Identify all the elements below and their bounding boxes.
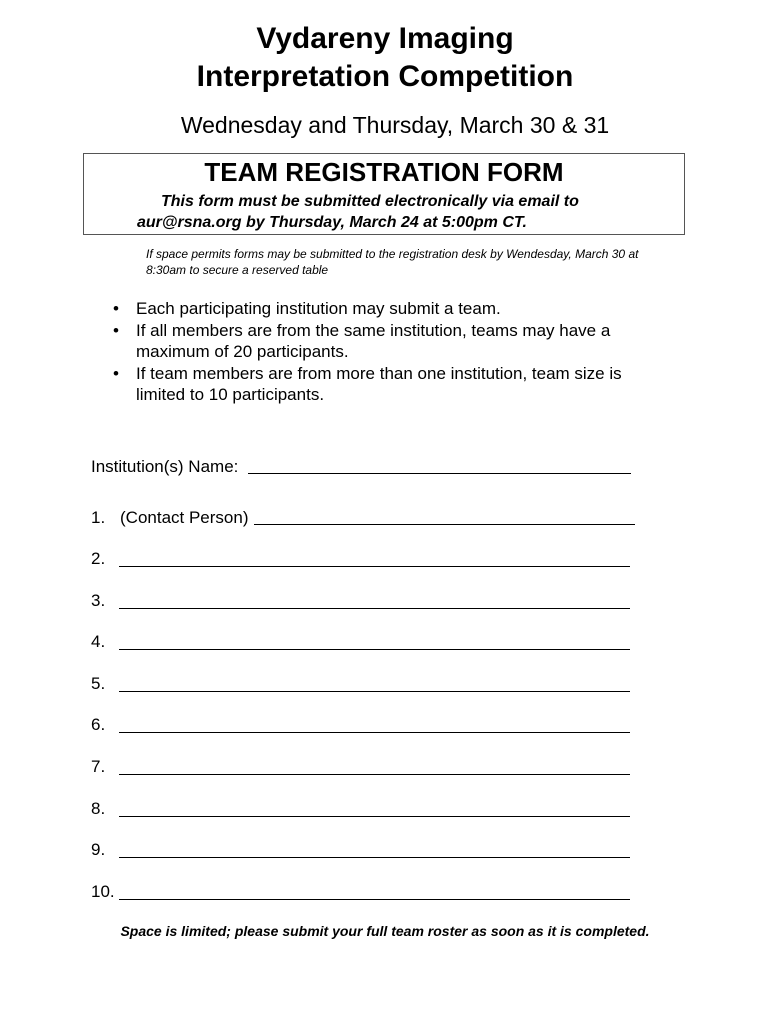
form-heading: TEAM REGISTRATION FORM — [204, 157, 564, 187]
participant-field[interactable] — [119, 608, 630, 609]
submission-instruction-line-1: This form must be submitted electronically via email to — [161, 193, 579, 210]
registration-desk-note: If space permits forms may be submitted to the registration desk by Wendesday, March 30 at 8:30am to secure a reserved table — [146, 247, 639, 277]
contact-person-label: (Contact Person) — [120, 508, 249, 527]
row-number: 3. — [91, 591, 106, 610]
row-number: 9. — [91, 840, 106, 859]
row-number: 2. — [91, 549, 106, 568]
rule-text: If all members are from the same institution, teams may have a maximum of 20 participants. — [136, 320, 611, 361]
registration-box — [83, 153, 685, 235]
row-number: 4. — [91, 632, 106, 651]
footer-note: Space is limited; please submit your full team roster as soon as it is completed. — [120, 923, 650, 939]
rule-text: If team members are from more than one institution, team size is limited to 10 participants. — [136, 363, 622, 404]
participant-field[interactable] — [119, 649, 630, 650]
event-dates: Wednesday and Thursday, March 30 & 31 — [180, 112, 610, 138]
row-number: 5. — [91, 674, 106, 693]
bullet-icon: • — [113, 320, 119, 340]
title-line-1: Vydareny Imaging — [256, 22, 514, 55]
institution-name-label: Institution(s) Name: — [91, 457, 239, 476]
submission-instruction-line-2: aur@rsna.org by Thursday, March 24 at 5:00pm CT. — [137, 214, 527, 231]
institution-name-field[interactable] — [248, 473, 631, 474]
participant-field[interactable] — [119, 816, 630, 817]
rules-list — [0, 298, 656, 406]
contact-person-field[interactable] — [254, 524, 635, 525]
row-number: 7. — [91, 757, 106, 776]
rule-text: Each participating institution may submit a team. — [136, 299, 501, 318]
rule-item — [0, 363, 656, 406]
row-number: 8. — [91, 799, 106, 818]
bullet-icon: • — [113, 363, 119, 383]
rule-item — [0, 320, 656, 363]
row-number: 1. — [91, 508, 106, 527]
participant-field[interactable] — [119, 691, 630, 692]
row-number: 6. — [91, 715, 106, 734]
rule-item — [0, 298, 656, 320]
participant-field[interactable] — [119, 857, 630, 858]
participant-field[interactable] — [119, 899, 630, 900]
title-line-2: Interpretation Competition — [196, 60, 574, 93]
participant-field[interactable] — [119, 732, 630, 733]
bullet-icon: • — [113, 299, 119, 318]
participant-field[interactable] — [119, 566, 630, 567]
row-number: 10. — [91, 882, 115, 901]
participant-field[interactable] — [119, 774, 630, 775]
